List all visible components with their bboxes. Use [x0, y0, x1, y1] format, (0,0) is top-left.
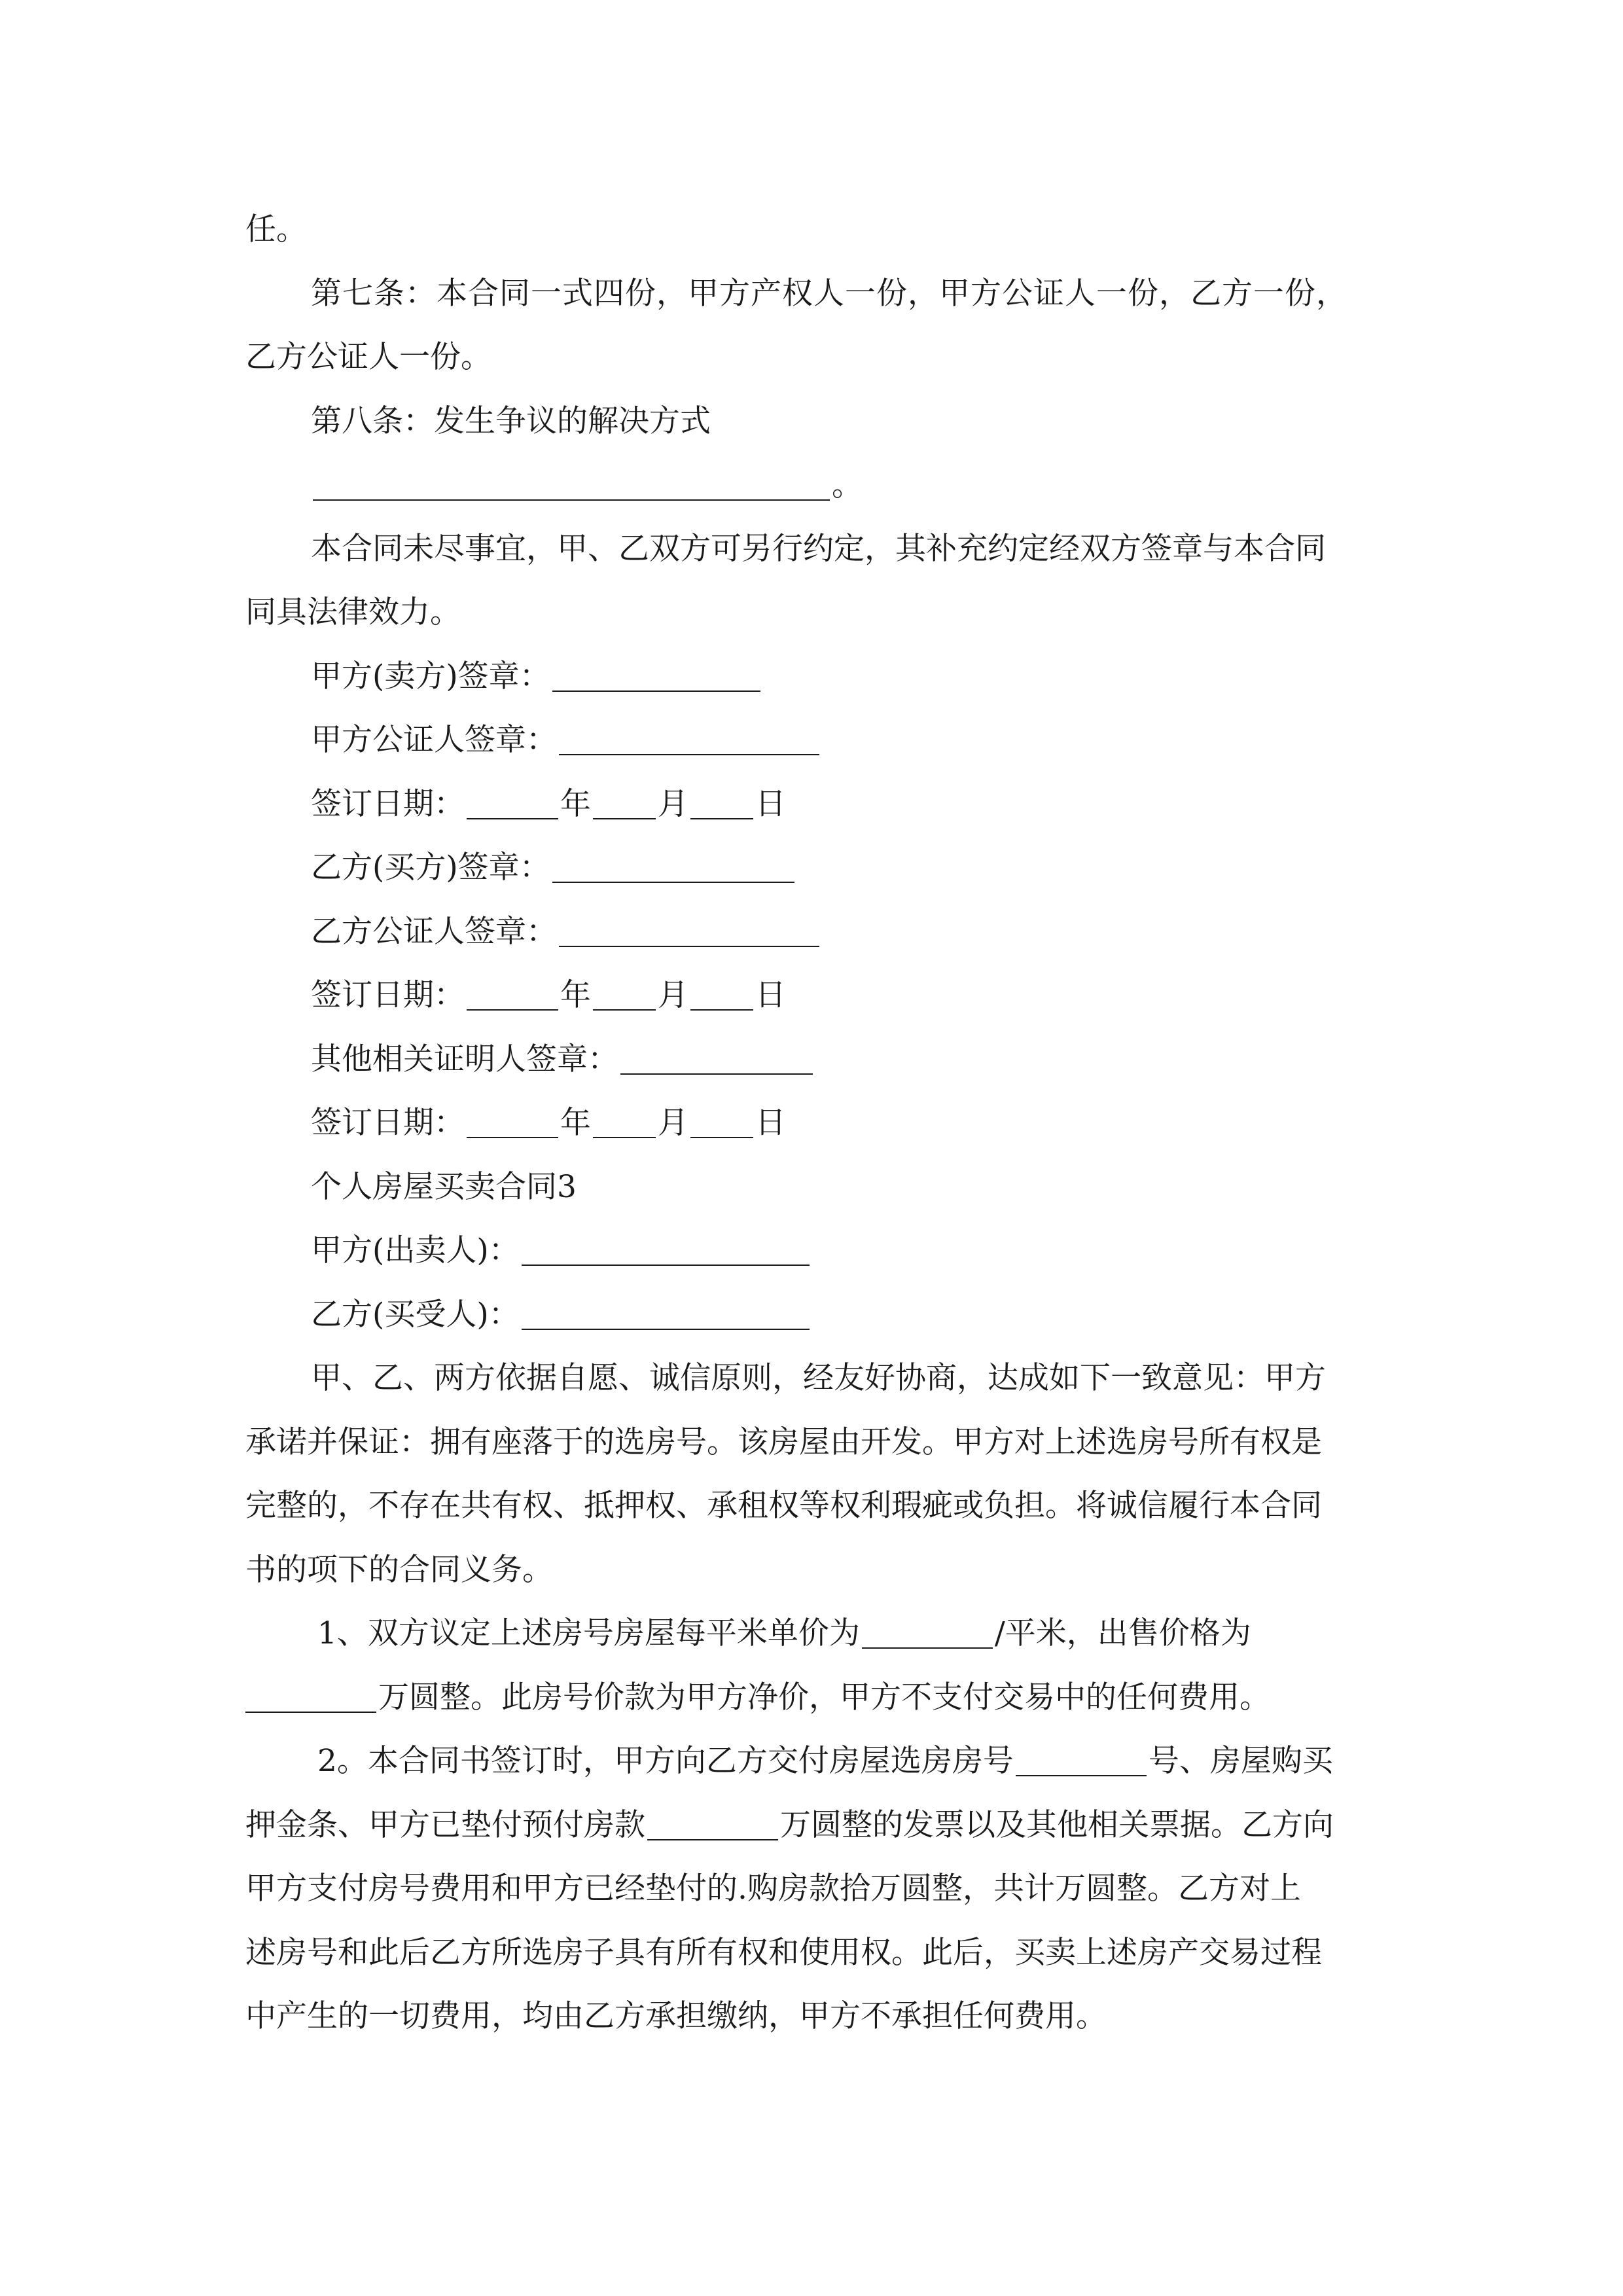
unit-price-blank	[862, 1621, 993, 1649]
day-blank	[690, 1111, 753, 1138]
year-blank	[467, 983, 558, 1011]
deposit-line	[245, 1807, 1334, 1843]
text-line: 同具法律效力。	[245, 594, 461, 630]
text-line: 述房号和此后乙方所选房子具有所有权和使用权。此后，买卖上述房产交易过程	[245, 1935, 1322, 1971]
signature-blank	[620, 1047, 813, 1075]
seller-signature-field	[311, 658, 762, 694]
seller-notary-signature-field	[311, 722, 821, 758]
room-number-blank	[1016, 1749, 1147, 1776]
sign-date-field-2	[311, 977, 786, 1013]
field-label: 其他相关证明人签章：	[311, 1041, 618, 1077]
field-label: 签订日期：	[311, 1105, 465, 1141]
day-blank	[690, 983, 753, 1011]
month-blank	[593, 792, 656, 819]
field-label: 乙方公证人签章：	[311, 914, 557, 950]
day-blank	[690, 792, 753, 819]
year-blank	[467, 1111, 558, 1138]
day-label: 日	[755, 977, 786, 1013]
year-label: 年	[560, 977, 591, 1013]
name-blank	[522, 1238, 810, 1266]
total-price-blank	[245, 1685, 376, 1713]
buyer-name-field	[311, 1297, 812, 1333]
sign-date-field-1	[311, 786, 786, 822]
month-label: 月	[658, 977, 688, 1013]
blank-line	[313, 473, 830, 501]
contract-title: 个人房屋买卖合同3	[311, 1169, 577, 1205]
signature-blank	[552, 855, 794, 883]
dispute-resolution-blank	[311, 467, 863, 503]
text-segment: 万圆整。此房号价款为甲方净价，甲方不支付交易中的任何费用。	[378, 1679, 1270, 1715]
text-line: 承诺并保证：拥有座落于的选房号。该房屋由开发。甲方对上述选房号所有权是	[245, 1424, 1322, 1460]
price-line	[245, 1679, 1270, 1715]
text-line: 本合同未尽事宜，甲、乙双方可另行约定，其补充约定经双方签章与本合同	[311, 531, 1326, 567]
day-label: 日	[755, 786, 786, 822]
text-segment: /平米，出售价格为	[994, 1615, 1251, 1651]
year-blank	[467, 792, 558, 819]
month-label: 月	[658, 1105, 688, 1141]
month-blank	[593, 1111, 656, 1138]
month-label: 月	[658, 786, 688, 822]
buyer-notary-signature-field	[311, 914, 821, 950]
year-label: 年	[560, 1105, 591, 1141]
month-blank	[593, 983, 656, 1011]
text-segment: 2。本合同书签订时，甲方向乙方交付房屋选房房号	[317, 1743, 1014, 1779]
day-label: 日	[755, 1105, 786, 1141]
buyer-signature-field	[311, 850, 796, 886]
clause-7-line: 第七条：本合同一式四份，甲方产权人一份，甲方公证人一份，乙方一份，	[311, 276, 1347, 312]
text-line: 完整的，不存在共有权、抵押权、承租权等权利瑕疵或负担。将诚信履行本合同	[245, 1488, 1322, 1524]
signature-blank	[559, 728, 819, 755]
name-blank	[522, 1302, 810, 1330]
text-segment: 万圆整的发票以及其他相关票据。乙方向	[780, 1807, 1334, 1843]
text-line: 书的项下的合同义务。	[245, 1552, 553, 1588]
clause-8-heading: 第八条：发生争议的解决方式	[311, 403, 711, 439]
period: 。	[832, 467, 863, 503]
signature-blank	[559, 920, 819, 947]
field-label: 乙方(买方)签章：	[311, 850, 550, 886]
text-segment: 押金条、甲方已垫付预付房款	[245, 1807, 645, 1843]
field-label: 签订日期：	[311, 977, 465, 1013]
text-segment: 号、房屋购买	[1148, 1743, 1333, 1779]
year-label: 年	[560, 786, 591, 822]
signature-blank	[552, 664, 760, 692]
text-line: 甲方支付房号费用和甲方已经垫付的.购房款拾万圆整，共计万圆整。乙方对上	[245, 1871, 1301, 1907]
field-label: 签订日期：	[311, 786, 465, 822]
field-label: 甲方公证人签章：	[311, 722, 557, 758]
witness-signature-field	[311, 1041, 815, 1077]
seller-name-field	[311, 1232, 812, 1268]
clause-1-line	[317, 1615, 1251, 1651]
clause-2-line	[317, 1743, 1333, 1779]
sign-date-field-3	[311, 1105, 786, 1141]
text-segment: 1、双方议定上述房号房屋每平米单价为	[317, 1615, 860, 1651]
text-line: 乙方公证人一份。	[245, 339, 491, 375]
prepaid-amount-blank	[647, 1813, 778, 1840]
field-label: 乙方(买受人)：	[311, 1297, 520, 1333]
text-line: 任。	[245, 211, 307, 247]
text-line: 甲、乙、两方依据自愿、诚信原则，经友好协商，达成如下一致意见：甲方	[311, 1360, 1326, 1396]
text-line: 中产生的一切费用，均由乙方承担缴纳，甲方不承担任何费用。	[245, 1998, 1107, 2034]
field-label: 甲方(卖方)签章：	[311, 658, 550, 694]
field-label: 甲方(出卖人)：	[311, 1232, 520, 1268]
